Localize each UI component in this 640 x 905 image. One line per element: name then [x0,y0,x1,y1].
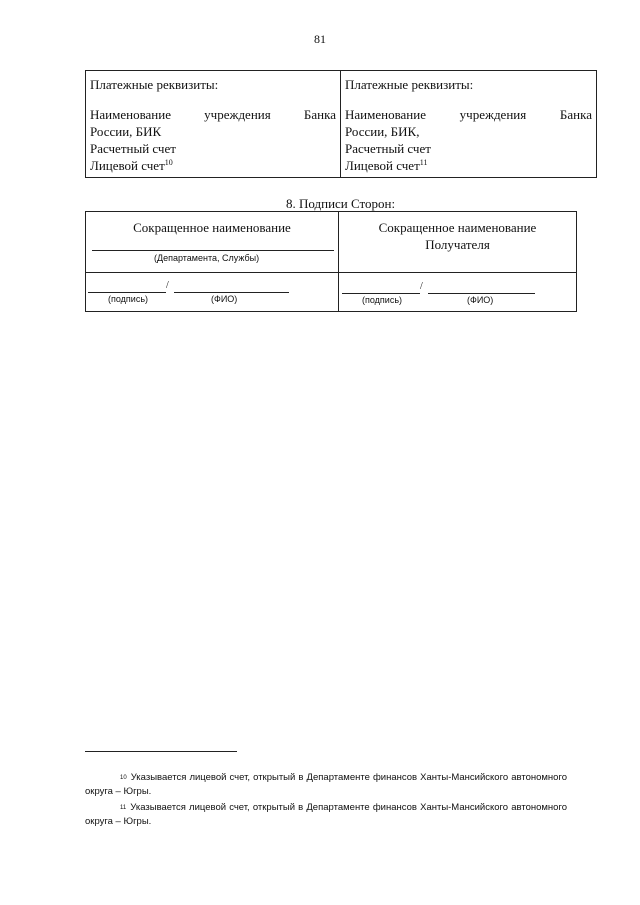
section-title: 8. Подписи Сторон: [286,196,396,211]
footnote [85,771,567,799]
signatures-table [85,211,577,312]
page-number: 81 [314,32,326,46]
footnote [85,801,567,829]
payment-heading-right: Платежные реквизиты: [345,77,474,92]
department-caption: (Департамента, Службы) [154,253,260,263]
settlement-account-right: Расчетный счет [345,141,431,156]
personal-account-right [345,157,592,174]
footnote-separator [85,751,237,752]
payment-details-table [85,70,597,178]
signature-name-right [339,212,576,272]
bank-name-word1: Наименование [345,107,426,122]
footnote-ref: 11 [419,158,428,167]
org-name-underline [92,250,334,251]
payment-details-right [341,71,596,177]
recipient-name-line2: Получателя [425,237,490,252]
signature-line-left [86,272,339,312]
footnote-ref: 10 [164,158,173,167]
signature-underline [88,292,166,293]
org-short-name-label: Сокращенное наименование [133,220,291,235]
signature-underline [342,293,420,294]
signature-line-right [339,272,576,312]
signature-name-left [86,212,339,272]
fio-underline [174,292,289,293]
payment-heading-left: Платежные реквизиты: [90,77,219,92]
footnote-text: Указывается лицевой счет, открытый в Департаменте финансов Ханты-Мансийского автономного округа – Югры. [85,802,567,827]
payment-details-left [86,71,341,177]
bank-name-word2: учреждения [459,107,527,122]
bank-name-word3: Банка [559,107,592,122]
settlement-account-left: Расчетный счет [90,141,176,156]
signature-slash: / [420,281,423,292]
bank-name-line-right [345,106,592,123]
signature-caption: (подпись) [362,295,403,305]
footnote-mark: 11 [120,805,127,811]
bank-name-line-left [90,106,336,123]
recipient-name-label [339,219,576,253]
signature-caption: (подпись) [108,294,149,304]
personal-account-label: Лицевой счет [90,158,165,173]
personal-account-label: Лицевой счет [345,158,420,173]
bik-line-left: России, БИК [90,124,162,139]
fio-caption: (ФИО) [467,295,494,305]
bank-name-word2: учреждения [204,107,271,122]
fio-caption: (ФИО) [211,294,238,304]
footnote-mark: 10 [120,775,127,781]
footnote-text: Указывается лицевой счет, открытый в Департаменте финансов Ханты-Мансийского автономного округа – Югры. [85,772,567,797]
recipient-name-line1: Сокращенное наименование [378,220,537,235]
bank-name-word3: Банка [303,107,336,122]
fio-underline [428,293,535,294]
bik-line-right: России, БИК, [345,124,420,139]
personal-account-left [90,157,336,174]
signature-slash: / [166,280,169,291]
signatures-name-row [86,212,576,273]
bank-name-word1: Наименование [90,107,171,122]
